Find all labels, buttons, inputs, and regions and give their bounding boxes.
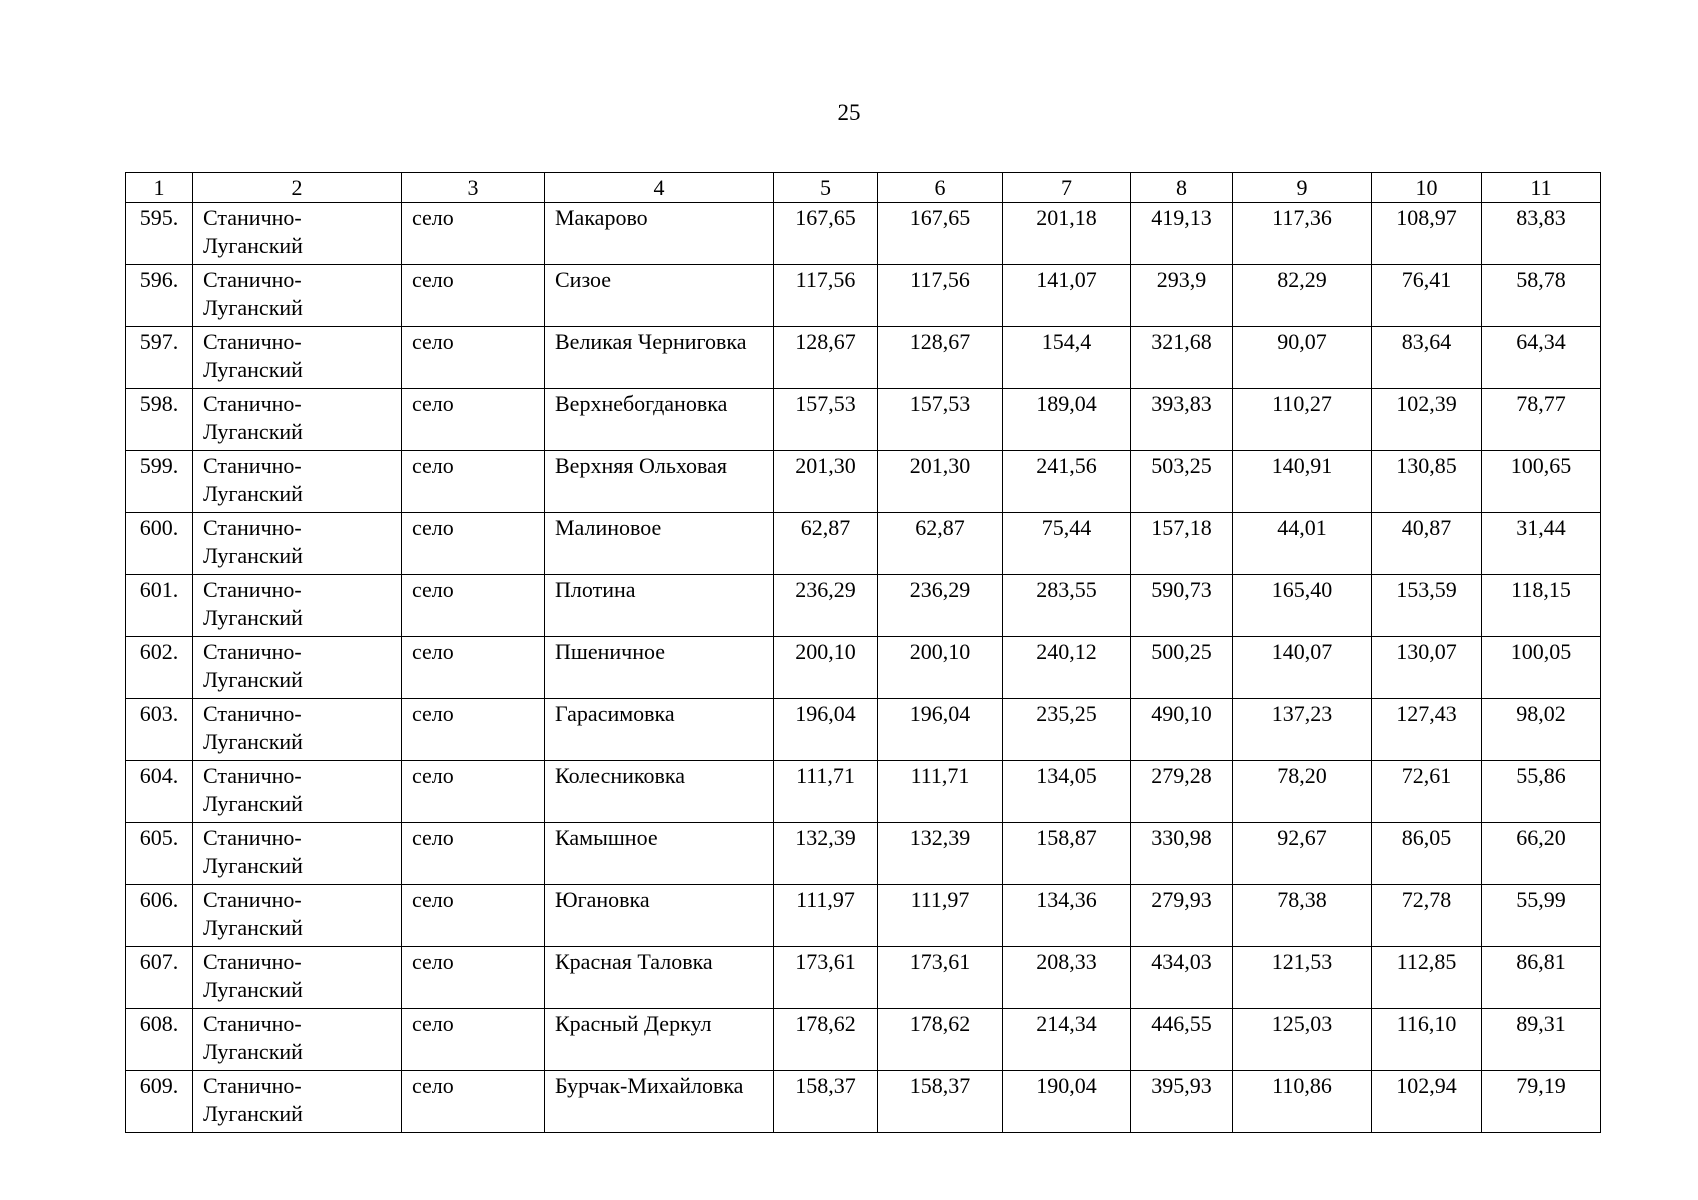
value-cell: 55,99: [1482, 885, 1601, 947]
table-row: [126, 823, 1601, 885]
district-cell: Станично-Луганский: [193, 265, 402, 327]
value-cell: 128,67: [878, 327, 1003, 389]
row-number-cell: 607.: [126, 947, 193, 1009]
value-cell: 503,25: [1131, 451, 1233, 513]
value-cell: 128,67: [774, 327, 878, 389]
value-cell: 196,04: [878, 699, 1003, 761]
row-number-cell: 603.: [126, 699, 193, 761]
value-cell: 200,10: [774, 637, 878, 699]
district-cell: Станично-Луганский: [193, 575, 402, 637]
value-cell: 236,29: [774, 575, 878, 637]
value-cell: 130,85: [1372, 451, 1482, 513]
district-cell: Станично-Луганский: [193, 327, 402, 389]
settlement-type-cell: село: [402, 1071, 545, 1133]
value-cell: 31,44: [1482, 513, 1601, 575]
value-cell: 158,37: [878, 1071, 1003, 1133]
table-row: [126, 513, 1601, 575]
value-cell: 111,97: [774, 885, 878, 947]
value-cell: 140,91: [1233, 451, 1372, 513]
value-cell: 134,05: [1003, 761, 1131, 823]
district-cell: Станично-Луганский: [193, 513, 402, 575]
value-cell: 153,59: [1372, 575, 1482, 637]
value-cell: 108,97: [1372, 203, 1482, 265]
table-row: [126, 265, 1601, 327]
value-cell: 86,81: [1482, 947, 1601, 1009]
value-cell: 111,71: [774, 761, 878, 823]
value-cell: 66,20: [1482, 823, 1601, 885]
row-number-cell: 606.: [126, 885, 193, 947]
settlement-type-cell: село: [402, 389, 545, 451]
district-cell: Станично-Луганский: [193, 637, 402, 699]
value-cell: 590,73: [1131, 575, 1233, 637]
value-cell: 283,55: [1003, 575, 1131, 637]
value-cell: 75,44: [1003, 513, 1131, 575]
settlement-name-cell: Камышное: [545, 823, 774, 885]
value-cell: 395,93: [1131, 1071, 1233, 1133]
value-cell: 167,65: [878, 203, 1003, 265]
row-number-cell: 601.: [126, 575, 193, 637]
value-cell: 201,30: [774, 451, 878, 513]
settlement-type-cell: село: [402, 885, 545, 947]
value-cell: 62,87: [878, 513, 1003, 575]
value-cell: 178,62: [774, 1009, 878, 1071]
row-number-cell: 595.: [126, 203, 193, 265]
value-cell: 140,07: [1233, 637, 1372, 699]
value-cell: 116,10: [1372, 1009, 1482, 1071]
value-cell: 293,9: [1131, 265, 1233, 327]
value-cell: 58,78: [1482, 265, 1601, 327]
value-cell: 78,20: [1233, 761, 1372, 823]
column-header: 4: [545, 173, 774, 203]
settlement-name-cell: Югановка: [545, 885, 774, 947]
value-cell: 154,4: [1003, 327, 1131, 389]
district-cell: Станично-Луганский: [193, 1009, 402, 1071]
settlement-name-cell: Бурчак-Михайловка: [545, 1071, 774, 1133]
value-cell: 130,07: [1372, 637, 1482, 699]
settlement-type-cell: село: [402, 761, 545, 823]
district-cell: Станично-Луганский: [193, 823, 402, 885]
row-number-cell: 604.: [126, 761, 193, 823]
table-row: [126, 1071, 1601, 1133]
value-cell: 111,97: [878, 885, 1003, 947]
value-cell: 141,07: [1003, 265, 1131, 327]
value-cell: 72,78: [1372, 885, 1482, 947]
settlement-type-cell: село: [402, 699, 545, 761]
value-cell: 214,34: [1003, 1009, 1131, 1071]
row-number-cell: 599.: [126, 451, 193, 513]
settlement-name-cell: Великая Черниговка: [545, 327, 774, 389]
settlement-name-cell: Красная Таловка: [545, 947, 774, 1009]
settlement-name-cell: Плотина: [545, 575, 774, 637]
row-number-cell: 605.: [126, 823, 193, 885]
value-cell: 173,61: [774, 947, 878, 1009]
value-cell: 158,37: [774, 1071, 878, 1133]
value-cell: 118,15: [1482, 575, 1601, 637]
value-cell: 55,86: [1482, 761, 1601, 823]
value-cell: 40,87: [1372, 513, 1482, 575]
value-cell: 279,93: [1131, 885, 1233, 947]
page-number: 25: [837, 100, 861, 125]
value-cell: 201,30: [878, 451, 1003, 513]
row-number-cell: 597.: [126, 327, 193, 389]
value-cell: 44,01: [1233, 513, 1372, 575]
value-cell: 117,56: [878, 265, 1003, 327]
value-cell: 89,31: [1482, 1009, 1601, 1071]
value-cell: 79,19: [1482, 1071, 1601, 1133]
settlement-name-cell: Малиновое: [545, 513, 774, 575]
header-row: [126, 173, 1601, 203]
value-cell: 241,56: [1003, 451, 1131, 513]
value-cell: 100,65: [1482, 451, 1601, 513]
district-cell: Станично-Луганский: [193, 389, 402, 451]
value-cell: 157,53: [878, 389, 1003, 451]
district-cell: Станично-Луганский: [193, 885, 402, 947]
settlement-name-cell: Гарасимовка: [545, 699, 774, 761]
value-cell: 279,28: [1131, 761, 1233, 823]
value-cell: 121,53: [1233, 947, 1372, 1009]
value-cell: 167,65: [774, 203, 878, 265]
value-cell: 446,55: [1131, 1009, 1233, 1071]
column-header: 7: [1003, 173, 1131, 203]
district-cell: Станично-Луганский: [193, 203, 402, 265]
value-cell: 102,39: [1372, 389, 1482, 451]
value-cell: 86,05: [1372, 823, 1482, 885]
value-cell: 132,39: [774, 823, 878, 885]
settlement-name-cell: Сизое: [545, 265, 774, 327]
data-table: [125, 172, 1601, 1133]
value-cell: 190,04: [1003, 1071, 1131, 1133]
settlement-type-cell: село: [402, 265, 545, 327]
value-cell: 240,12: [1003, 637, 1131, 699]
value-cell: 78,77: [1482, 389, 1601, 451]
value-cell: 92,67: [1233, 823, 1372, 885]
settlement-name-cell: Макарово: [545, 203, 774, 265]
row-number-cell: 598.: [126, 389, 193, 451]
table-row: [126, 761, 1601, 823]
value-cell: 157,53: [774, 389, 878, 451]
value-cell: 90,07: [1233, 327, 1372, 389]
column-header: 5: [774, 173, 878, 203]
column-header: 10: [1372, 173, 1482, 203]
value-cell: 134,36: [1003, 885, 1131, 947]
value-cell: 137,23: [1233, 699, 1372, 761]
settlement-type-cell: село: [402, 1009, 545, 1071]
value-cell: 200,10: [878, 637, 1003, 699]
settlement-name-cell: Колесниковка: [545, 761, 774, 823]
table-row: [126, 947, 1601, 1009]
value-cell: 98,02: [1482, 699, 1601, 761]
settlement-type-cell: село: [402, 203, 545, 265]
value-cell: 111,71: [878, 761, 1003, 823]
column-header: 9: [1233, 173, 1372, 203]
value-cell: 196,04: [774, 699, 878, 761]
column-header: 3: [402, 173, 545, 203]
value-cell: 110,27: [1233, 389, 1372, 451]
value-cell: 102,94: [1372, 1071, 1482, 1133]
table-body: [126, 203, 1601, 1133]
settlement-type-cell: село: [402, 947, 545, 1009]
value-cell: 125,03: [1233, 1009, 1372, 1071]
settlement-name-cell: Красный Деркул: [545, 1009, 774, 1071]
settlement-type-cell: село: [402, 575, 545, 637]
column-header: 11: [1482, 173, 1601, 203]
table-row: [126, 389, 1601, 451]
row-number-cell: 609.: [126, 1071, 193, 1133]
value-cell: 62,87: [774, 513, 878, 575]
value-cell: 500,25: [1131, 637, 1233, 699]
column-header: 2: [193, 173, 402, 203]
table-row: [126, 1009, 1601, 1071]
value-cell: 83,64: [1372, 327, 1482, 389]
column-header: 1: [126, 173, 193, 203]
district-cell: Станично-Луганский: [193, 947, 402, 1009]
value-cell: 165,40: [1233, 575, 1372, 637]
row-number-cell: 608.: [126, 1009, 193, 1071]
row-number-cell: 600.: [126, 513, 193, 575]
district-cell: Станично-Луганский: [193, 699, 402, 761]
value-cell: 330,98: [1131, 823, 1233, 885]
value-cell: 321,68: [1131, 327, 1233, 389]
settlement-type-cell: село: [402, 637, 545, 699]
table-row: [126, 575, 1601, 637]
district-cell: Станично-Луганский: [193, 1071, 402, 1133]
settlement-type-cell: село: [402, 451, 545, 513]
district-cell: Станично-Луганский: [193, 761, 402, 823]
value-cell: 117,36: [1233, 203, 1372, 265]
value-cell: 235,25: [1003, 699, 1131, 761]
value-cell: 157,18: [1131, 513, 1233, 575]
table-row: [126, 203, 1601, 265]
table-row: [126, 885, 1601, 947]
table-row: [126, 637, 1601, 699]
value-cell: 393,83: [1131, 389, 1233, 451]
value-cell: 419,13: [1131, 203, 1233, 265]
value-cell: 201,18: [1003, 203, 1131, 265]
settlement-type-cell: село: [402, 823, 545, 885]
value-cell: 78,38: [1233, 885, 1372, 947]
value-cell: 189,04: [1003, 389, 1131, 451]
value-cell: 173,61: [878, 947, 1003, 1009]
settlement-name-cell: Верхнебогдановка: [545, 389, 774, 451]
value-cell: 127,43: [1372, 699, 1482, 761]
table-row: [126, 451, 1601, 513]
settlement-name-cell: Верхняя Ольховая: [545, 451, 774, 513]
value-cell: 490,10: [1131, 699, 1233, 761]
value-cell: 82,29: [1233, 265, 1372, 327]
value-cell: 208,33: [1003, 947, 1131, 1009]
value-cell: 110,86: [1233, 1071, 1372, 1133]
value-cell: 76,41: [1372, 265, 1482, 327]
settlement-type-cell: село: [402, 327, 545, 389]
value-cell: 178,62: [878, 1009, 1003, 1071]
value-cell: 83,83: [1482, 203, 1601, 265]
value-cell: 158,87: [1003, 823, 1131, 885]
value-cell: 236,29: [878, 575, 1003, 637]
settlement-name-cell: Пшеничное: [545, 637, 774, 699]
value-cell: 64,34: [1482, 327, 1601, 389]
settlement-type-cell: село: [402, 513, 545, 575]
table-row: [126, 327, 1601, 389]
value-cell: 117,56: [774, 265, 878, 327]
value-cell: 132,39: [878, 823, 1003, 885]
column-header: 8: [1131, 173, 1233, 203]
row-number-cell: 596.: [126, 265, 193, 327]
value-cell: 112,85: [1372, 947, 1482, 1009]
column-header: 6: [878, 173, 1003, 203]
table-row: [126, 699, 1601, 761]
district-cell: Станично-Луганский: [193, 451, 402, 513]
row-number-cell: 602.: [126, 637, 193, 699]
value-cell: 100,05: [1482, 637, 1601, 699]
value-cell: 72,61: [1372, 761, 1482, 823]
value-cell: 434,03: [1131, 947, 1233, 1009]
